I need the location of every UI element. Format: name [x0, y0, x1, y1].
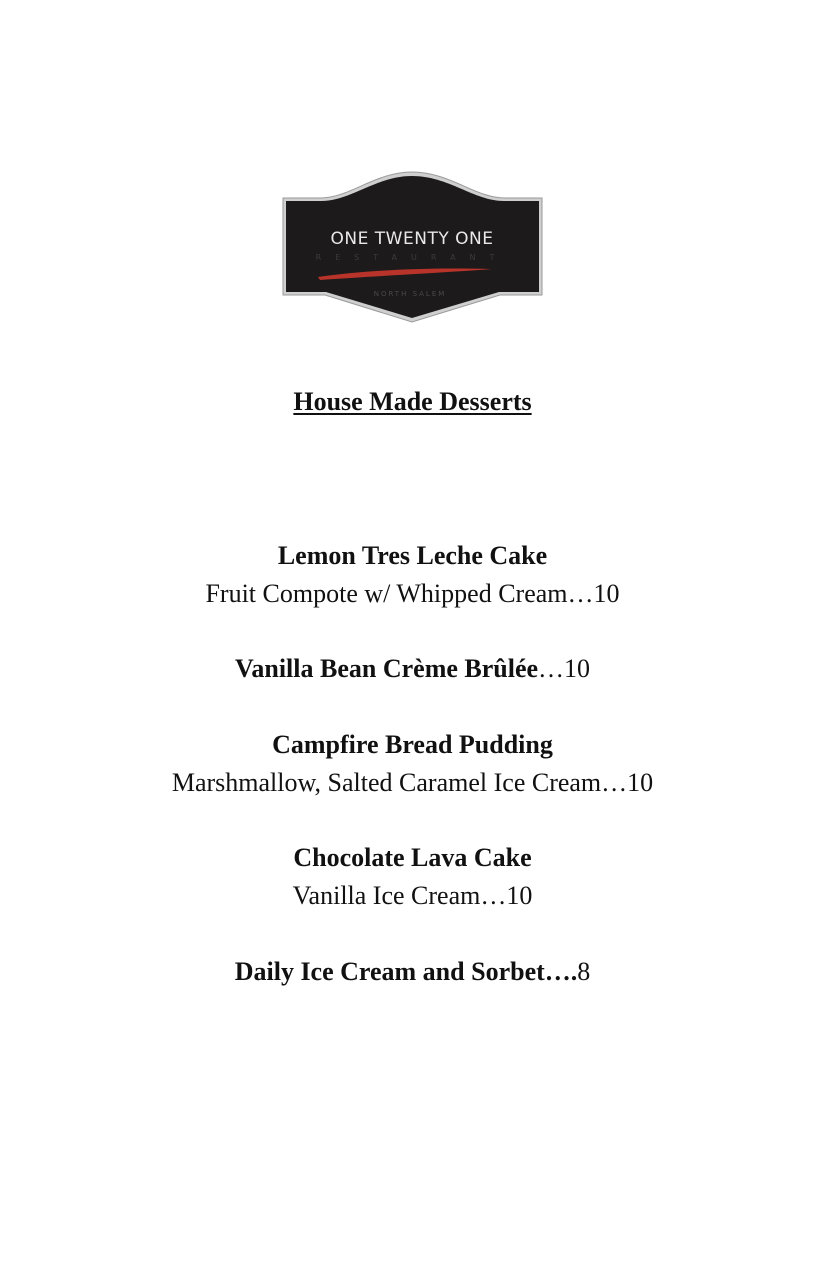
logo-location: NORTH SALEM: [373, 290, 447, 298]
menu-item-description: Vanilla Ice Cream…10: [292, 881, 533, 910]
menu-item: [0, 839, 825, 915]
menu-item: [0, 726, 825, 802]
menu-item-name: Daily Ice Cream and Sorbet….: [234, 957, 578, 986]
section-title: House Made Desserts: [293, 387, 532, 416]
menu-item-name: Chocolate Lava Cake: [293, 843, 532, 872]
logo-badge: [280, 170, 545, 325]
menu-item: [0, 650, 825, 688]
menu-item-description: Fruit Compote w/ Whipped Cream…10: [205, 579, 620, 608]
menu-item: [0, 953, 825, 991]
menu-item-name: Lemon Tres Leche Cake: [277, 541, 548, 570]
menu-item-name: Vanilla Bean Crème Brûlée: [234, 654, 539, 683]
restaurant-logo: [280, 170, 545, 325]
menu-item-description: Marshmallow, Salted Caramel Ice Cream…10: [171, 768, 654, 797]
logo-name: ONE TWENTY ONE: [330, 229, 494, 249]
menu-item-price: …10: [538, 654, 591, 683]
menu-item-name: Campfire Bread Pudding: [272, 730, 553, 759]
menu-item: [0, 537, 825, 613]
menu-item-price: 8: [577, 957, 591, 986]
logo-subtitle: RESTAURANT: [315, 253, 509, 262]
